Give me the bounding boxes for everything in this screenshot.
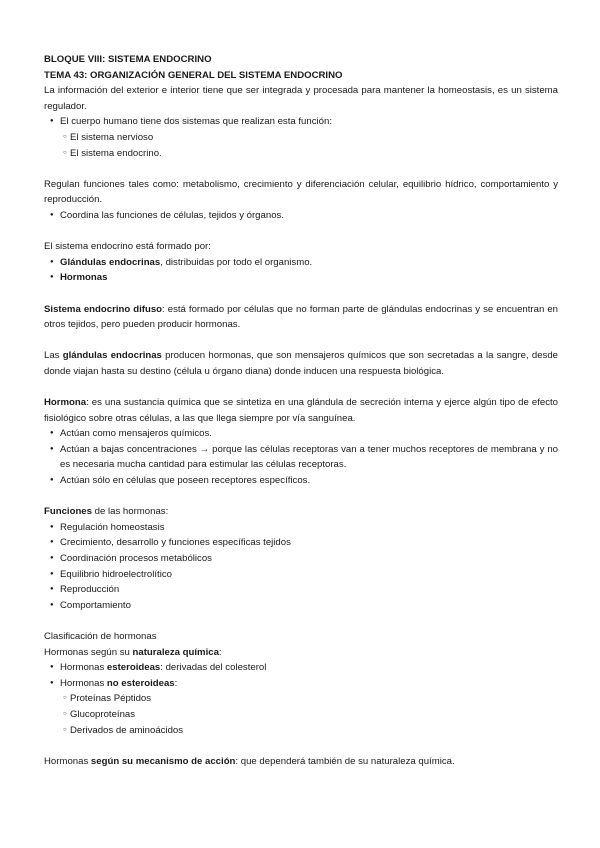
formed-bullet-glands — [44, 255, 558, 271]
document-page — [44, 52, 558, 769]
diffuse-definition: : está formado por células que no forman parte de glándulas endocrinas y se encuentran en otros tejidos, pero pueden producir hormonas. — [44, 303, 558, 331]
hormone-term: Hormona — [44, 397, 87, 409]
hormone-bullet: ● Actúan sólo en células que poseen receptores específicos. — [44, 473, 558, 489]
nonsteroid-item: ○ Proteínas Péptidos — [44, 691, 558, 707]
function-item: ● Reproducción — [44, 582, 558, 598]
diffuse-term: Sistema endocrino difuso — [44, 303, 163, 315]
mechanism-pre: Hormonas — [44, 755, 91, 767]
glands-rest: producen hormonas, que son mensajeros químicos que son secretadas a la sangre, desde donde viajan hasta su destino (célula u órgano diana) donde inducen una respuesta biológica. — [44, 350, 558, 377]
hormone-bullet: ● Actúan como mensajeros químicos. — [44, 426, 558, 442]
diffuse-paragraph — [44, 302, 558, 333]
steroid-rest: : derivadas del colesterol — [160, 662, 267, 674]
functions-heading — [44, 504, 558, 520]
glands-paragraph — [44, 348, 558, 379]
nonsteroid-pre: Hormonas — [60, 677, 107, 689]
intro-paragraph: La información del exterior e interior tiene que ser integrada y procesada para mantener la homeostasis, es un sistema regulador. — [44, 85, 558, 112]
steroid-term: esteroideas — [106, 662, 161, 674]
formed-bullet-glands-bold: Glándulas endocrinas — [60, 256, 161, 268]
classification-title: Clasificación de hormonas — [44, 630, 157, 642]
nonsteroid-post: : — [174, 677, 178, 689]
nonsteroid-term: no esteroideas — [106, 677, 175, 689]
block-heading: BLOQUE VIII: SISTEMA ENDOCRINO — [44, 54, 212, 65]
nonsteroid-item: ○ Glucoproteínas — [44, 707, 558, 723]
glands-term: glándulas endocrinas — [62, 350, 162, 362]
hormone-bullet: ● Actúan a bajas concentraciones → porque las células receptoras van a tener muchos receptores de membrana y no es necesaria mucha cantidad para estimular las células receptoras. — [44, 442, 558, 473]
intro-bullet: ● El cuerpo humano tiene dos sistemas que realizan esta función: — [44, 114, 558, 130]
regulate-paragraph: Regulan funciones tales como: metabolismo, crecimiento y diferenciación celular, equilibrio hídrico, comportamiento y reproducción. — [44, 178, 558, 206]
hormone-paragraph — [44, 395, 558, 426]
mechanism-term: según su mecanismo de acción — [90, 755, 236, 767]
function-item: ● Coordinación procesos metabólicos — [44, 551, 558, 567]
nature-term: naturaleza química — [132, 646, 219, 658]
function-item: ● Regulación homeostasis — [44, 520, 558, 536]
formed-bullet-glands-rest: , distribuidas por todo el organismo. — [160, 256, 313, 268]
steroid-bullet — [44, 660, 558, 676]
intro-sub-item: ○ El sistema nervioso — [44, 130, 558, 146]
mechanism-paragraph — [44, 754, 558, 770]
functions-term: Funciones — [44, 506, 92, 518]
formed-bullet-hormones: ● Hormonas — [44, 270, 558, 286]
nature-post: : — [218, 646, 222, 658]
nonsteroid-item: ○ Derivados de aminoácidos — [44, 723, 558, 739]
nature-pre: Hormonas según su — [44, 646, 133, 658]
glands-pre: Las — [44, 350, 63, 362]
mechanism-rest: : que dependerá también de su naturaleza química. — [235, 755, 455, 767]
functions-rest: de las hormonas: — [91, 506, 169, 518]
hormone-definition: : es una sustancia química que se sintetiza en una glándula de secreción interna y ejerce algún tipo de efecto fisiológico sobre otras células, a las que llega siempre por vía sanguínea. — [44, 397, 558, 424]
function-item: ● Equilibrio hidroelectrolítico — [44, 567, 558, 583]
steroid-pre: Hormonas — [60, 662, 107, 674]
function-item: ● Comportamiento — [44, 598, 558, 614]
formed-paragraph: El sistema endocrino está formado por: — [44, 241, 211, 253]
intro-sub-item: ○ El sistema endocrino. — [44, 146, 558, 162]
topic-heading: TEMA 43: ORGANIZACIÓN GENERAL DEL SISTEMA ENDOCRINO — [44, 69, 343, 81]
function-item: ● Crecimiento, desarrollo y funciones específicas tejidos — [44, 535, 558, 551]
nonsteroid-bullet — [44, 676, 558, 692]
classification-nature — [44, 645, 558, 661]
regulate-bullet: ● Coordina las funciones de células, tejidos y órganos. — [44, 208, 558, 224]
